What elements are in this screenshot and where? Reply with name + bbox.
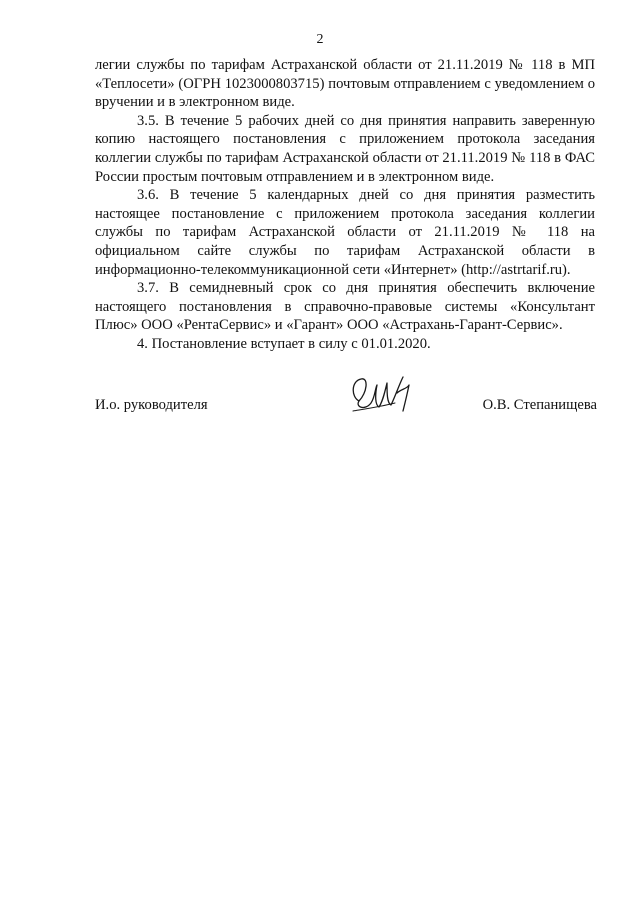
signer-title: И.о. руководителя <box>95 397 208 413</box>
document-body <box>95 56 595 354</box>
paragraph-3-7: 3.7. В семидневный срок со дня принятия обеспечить включение настоящего постановления в справочно-правовые системы «Консультант Плюс» ООО «РентаСервис» и «Гарант» ООО «Астрахань-Гарант-Сервис». <box>95 280 595 334</box>
paragraph-3-5: 3.5. В течение 5 рабочих дней со дня принятия направить заверенную копию настоящего постановления с приложением протокола заседания коллегии службы по тарифам Астраханской области от 21.11.2019 № 118 в ФАС России простым почтовым отправлением и в электронном виде. <box>95 112 595 185</box>
signer-name: О.В. Степанищева <box>482 397 597 413</box>
paragraph-4: 4. Постановление вступает в силу с 01.01.2020. <box>137 335 431 352</box>
handwritten-signature <box>345 371 425 419</box>
paragraph-continuation: легии службы по тарифам Астраханской области от 21.11.2019 № 118 в МП «Теплосети» (ОГРН 1023000803715) почтовым отправлением с уведомлением о вручении и в электронном виде. <box>95 57 595 111</box>
page-number: 2 <box>316 32 324 47</box>
paragraph-3-6: 3.6. В течение 5 календарных дней со дня принятия разместить настоящее постановление с приложением протокола заседания коллегии службы по тарифам Астраханской области от 21.11.2019 № 118 на официальном сайте службы по тарифам Астраханской области в информационно-телекоммуникационной сети «Интернет» (http://astrtarif.ru). <box>95 187 595 278</box>
